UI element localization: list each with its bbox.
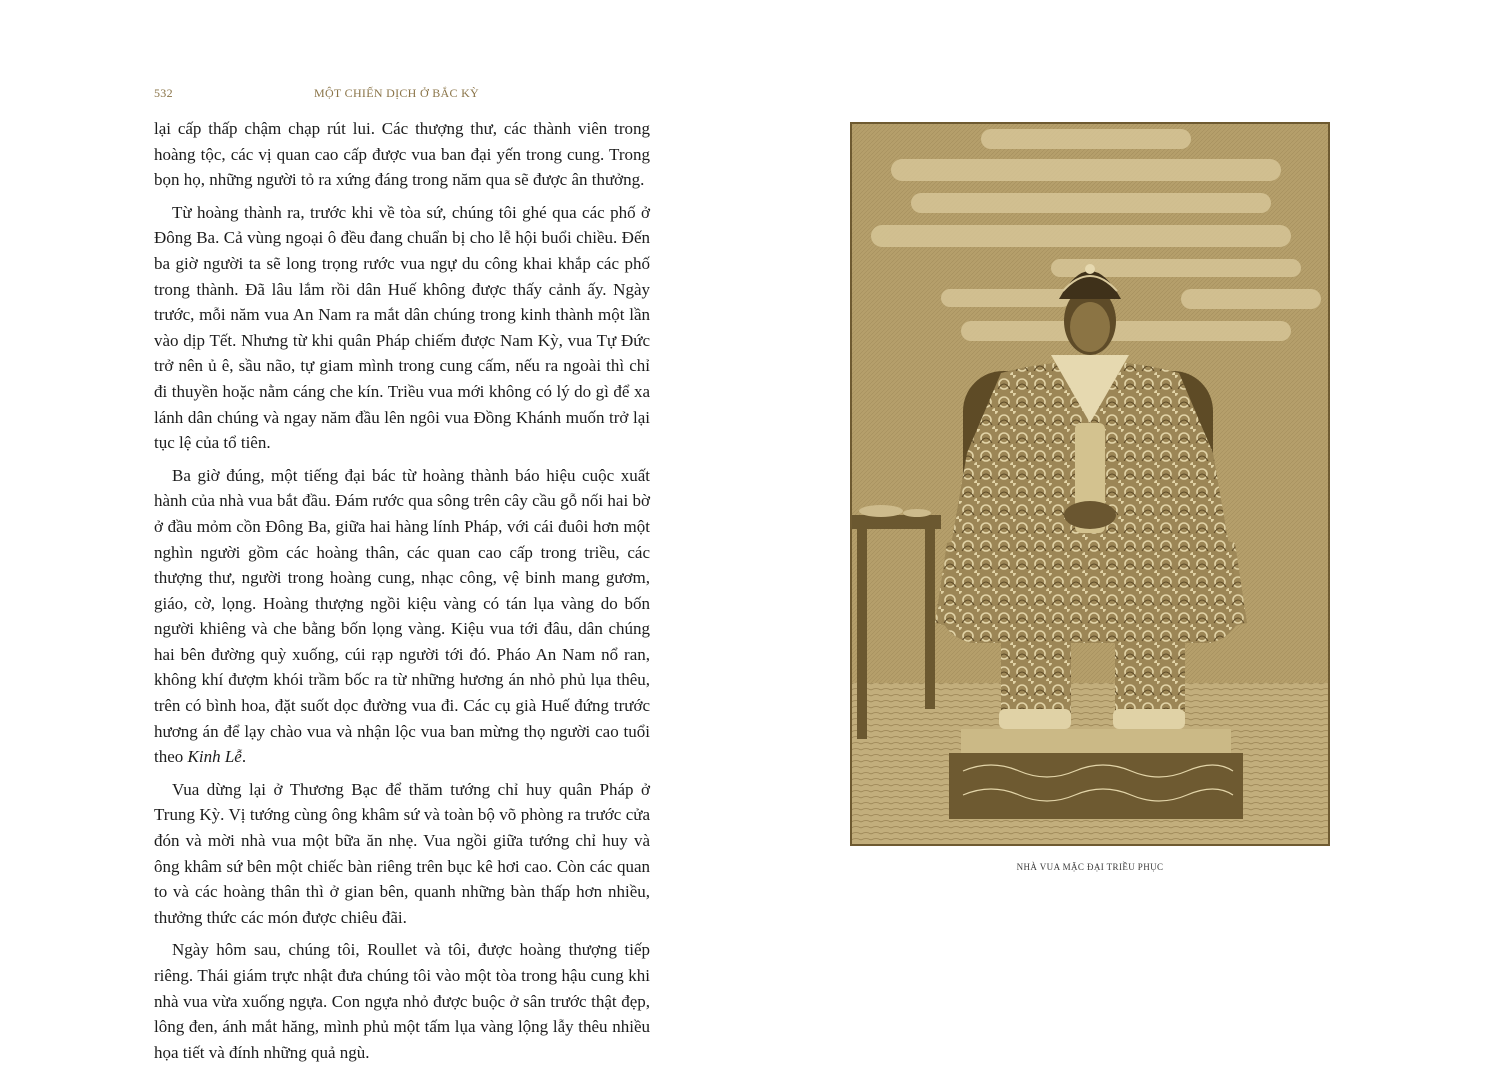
paragraph-2: Từ hoàng thành ra, trước khi về tòa sứ, chúng tôi ghé qua các phố ở Đông Ba. Cả vùng ngoại ô đều đang chuẩn bị cho lễ hội buổi chiều. Đến ba giờ người ta sẽ long trọng rước vua ngự du công khai khắp các phố trong thành. Đã lâu lắm rồi dân Huế không được thấy cảnh ấy. Ngày trước, mỗi năm vua An Nam ra mắt dân chúng trong kinh thành một lần vào dịp Tết. Nhưng từ khi quân Pháp chiếm được Nam Kỳ, vua Tự Đức trở nên ủ ê, sầu não, tự giam mình trong cung cấm, nếu ra ngoài thì chỉ đi thuyền hoặc nằm cáng che kín. Triều vua mới không có lý do gì để xa lánh dân chúng và ngay năm đầu lên ngôi vua Đồng Khánh muốn trở lại tục lệ của tổ tiên.	[154, 202, 650, 453]
body-text	[154, 116, 650, 1072]
paragraph-3-text: Ba giờ đúng, một tiếng đại bác từ hoàng thành báo hiệu cuộc xuất hành của nhà vua bắt đầu. Đám rước qua sông trên cây cầu gỗ nối hai bờ ở đầu mỏm cồn Đông Ba, giữa hai hàng lính Pháp, với cái đuôi hơn một nghìn người gồm các hoàng thân, các quan cao cấp trong triều, các thượng thư, người trong hoàng cung, nhạc công, vệ binh mang gươm, giáo, cờ, lọng. Hoàng thượng ngồi kiệu vàng có tán lụa vàng do bốn người khiêng và che bằng bốn lọng vàng. Kiệu vua tới đâu, dân chúng hai bên đường quỳ xuống, cúi rạp người tới đó. Pháo An Nam nổ ran, không khí đượm khói trầm bốc ra từ những hương án nhỏ phủ lụa thêu, trên có bình hoa, đặt suốt dọc đường vua đi. Các cụ già Huế đứng trước hương án để lạy chào vua và nhận lộc vua ban mừng thọ người cao tuổi theo	[154, 465, 650, 767]
paragraph-4: Vua dừng lại ở Thương Bạc để thăm tướng chỉ huy quân Pháp ở Trung Kỳ. Vị tướng cùng ông khâm sứ và toàn bộ võ phòng ra trước cửa đón và mời nhà vua một bữa ăn nhẹ. Vua ngồi giữa tướng chỉ huy và ông khâm sứ bên một chiếc bàn riêng trên bục kê hơi cao. Còn các quan to và các hoàng thân thì ở gian bên, quanh những bàn thấp hơn nhiều, thưởng thức các món được chiêu đãi.	[154, 779, 650, 927]
running-title: MỘT CHIẾN DỊCH Ở BẮC KỲ	[314, 86, 480, 100]
figure-caption: NHÀ VUA MẶC ĐẠI TRIỀU PHỤC	[1016, 862, 1164, 872]
right-page	[750, 0, 1500, 1074]
running-head	[154, 86, 650, 106]
footstool	[961, 729, 1231, 753]
paragraph-1: lại cấp thấp chậm chạp rút lui. Các thượng thư, các thành viên trong hoàng tộc, các vị quan cao cấp được vua ban đại yến trong cung. Trong bọn họ, những người tỏ ra xứng đáng trong năm qua sẽ được ân thưởng.	[154, 119, 650, 190]
king-engraving	[851, 123, 1329, 845]
paragraph-5: Ngày hôm sau, chúng tôi, Roullet và tôi, được hoàng thượng tiếp riêng. Thái giám trực nhật đưa chúng tôi vào một tòa trong hậu cung khi nhà vua vừa xuống ngựa. Con ngựa nhỏ được buộc ở sân trước thật đẹp, lông đen, ánh mắt hăng, mình phủ một tấm lụa vàng lộng lẫy thêu nhiều họa tiết và đính những quả ngù.	[154, 940, 650, 1062]
paragraph-3	[154, 463, 650, 770]
king-legs	[1001, 643, 1071, 713]
page-number: 532	[154, 86, 173, 100]
engraving-plate	[850, 122, 1330, 846]
paragraph-3-italic: Kinh Lễ	[187, 747, 242, 767]
paragraph-3-end: .	[241, 747, 247, 767]
